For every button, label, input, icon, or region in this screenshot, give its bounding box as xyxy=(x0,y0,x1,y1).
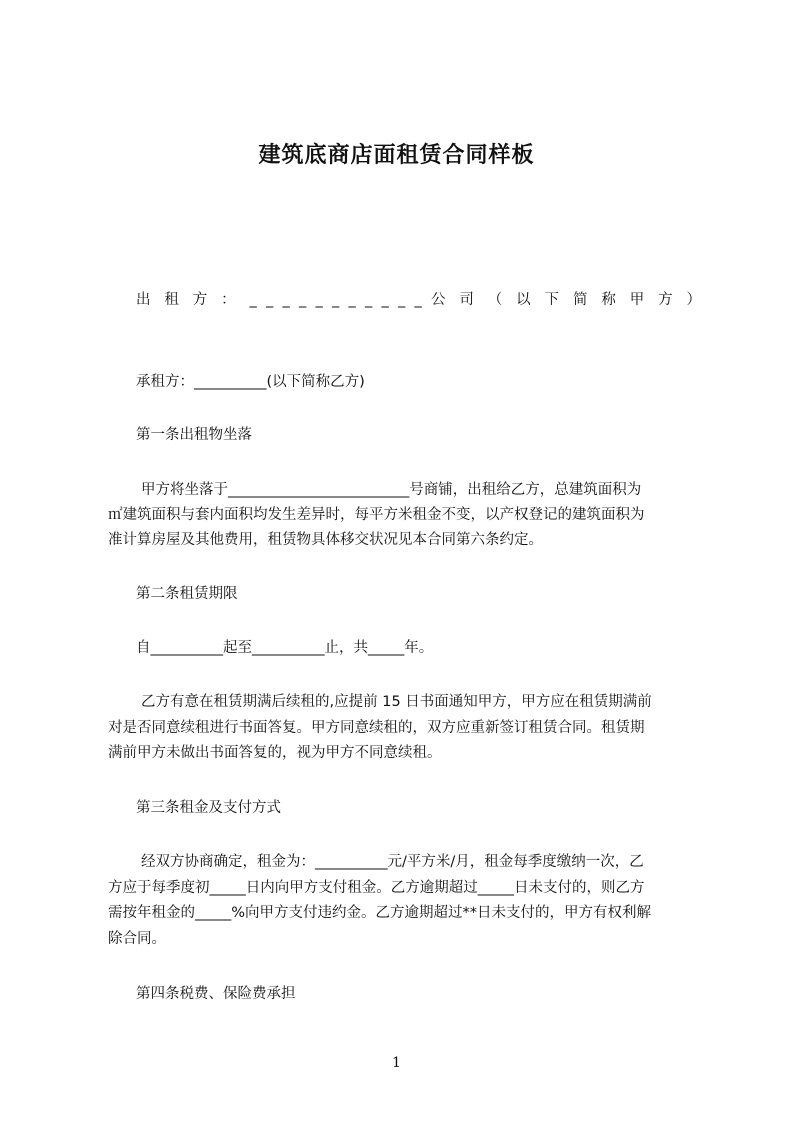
lease-term-line: 自__________起至__________止，共_____年。 xyxy=(136,640,434,656)
article-2-line: 对是否同意续租进行书面答复。甲方同意续租的，双方应重新签订租赁合同。租赁期 xyxy=(108,720,645,736)
article-1-line: 准计算房屋及其他费用，租赁物具体移交状况见本合同第六条约定。 xyxy=(108,532,543,548)
lessee-line: 承租方：__________(以下简称乙方) xyxy=(136,374,365,390)
article-4-heading: 第四条税费、保险费承担 xyxy=(136,986,296,1002)
article-3-heading: 第三条租金及支付方式 xyxy=(136,800,281,816)
article-3-line: 需按年租金的_____%向甲方支付违约金。乙方逾期超过**日未支付的，甲方有权利解 xyxy=(108,905,652,921)
article-2-line: 满前甲方未做出书面答复的，视为甲方不同意续租。 xyxy=(108,745,442,761)
article-1-heading: 第一条出租物坐落 xyxy=(136,427,252,443)
lessor-line: 出 租 方 ： _ _ _ _ _ _ _ _ _ _ _ 公 司 （ 以 下 简 称 甲 方 ） xyxy=(136,292,701,308)
article-3-line: 方应于每季度初_____日内向甲方支付租金。乙方逾期超过_____日未支付的，则乙方 xyxy=(108,880,645,896)
article-1-line: 甲方将坐落于_________________________号商铺，出租给乙方，总建筑面积为 xyxy=(141,482,642,498)
document-title: 建筑底商店面租赁合同样板 xyxy=(258,143,535,168)
article-2-heading: 第二条租赁期限 xyxy=(136,586,238,602)
article-1-line: ㎡建筑面积与套内面积均发生差异时，每平方米租金不变，以产权登记的建筑面积为 xyxy=(108,507,645,523)
article-3-line: 除合同。 xyxy=(108,931,166,947)
article-2-line: 乙方有意在租赁期满后续租的,应提前 15 日书面通知甲方，甲方应在租赁期满前 xyxy=(141,694,652,710)
article-3-line: 经双方协商确定，租金为：__________元/平方米/月，租金每季度缴纳一次，乙 xyxy=(141,854,644,870)
page-number: 1 xyxy=(392,1055,401,1071)
